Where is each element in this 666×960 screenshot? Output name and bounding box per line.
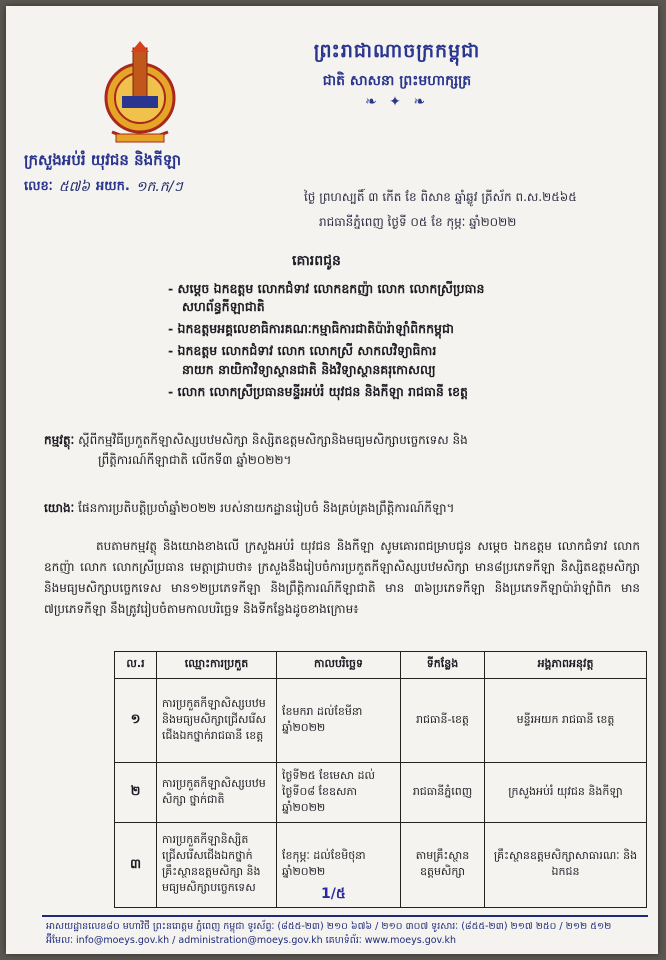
ref-number: ៥៧៦ [58, 179, 91, 195]
reference-text: ផែនការប្រតិបត្តិប្រចាំឆ្នាំ២០២២ របស់នាយកដ្ឋានរៀបចំ និងគ្រប់គ្រងព្រឹត្តិការណ៍កីឡា។ [78, 501, 455, 515]
kingdom-title: ព្រះរាជាណាចក្រកម្ពុជា [313, 40, 481, 62]
table-row: ១ ការប្រកួតកីឡាសិស្សបឋម និងមធ្យមសិក្សាជ្រើសរើសជើងឯកថ្នាក់រាជធានី ខេត្ត ខែមករា ដល់ខែមីនា ឆ្នាំ២០២២ រាជធានី-ខេត្ត មន្ទីរអយក រាជធានី ខេត្ត [115, 679, 647, 763]
recipient-item: - ឯកឧត្តមអគ្គលេខាធិការគណៈកម្មាធិការជាតិប៉ារ៉ាឡាំពិកកម្ពុជា [168, 321, 454, 337]
kingdom-motto: ជាតិ សាសនា ព្រះមហាក្សត្រ [322, 73, 472, 89]
reference-block [44, 500, 644, 518]
solar-date: រាជធានីភ្នំពេញ ថ្ងៃទី ០៥ ខែ កុម្ភៈ ឆ្នាំ២០២២ [319, 215, 517, 229]
recipient-item: - ឯកឧត្តម លោកជំទាវ លោក លោកស្រី សាកលវិទ្យាធិការ នាយក នាយិកាវិទ្យាស្ថានជាតិ និងវិទ្យាស្ថានគរុកោសល្យ [168, 343, 437, 377]
footer-contact [46, 920, 646, 948]
footer-email: អ៊ីមែលៈ info@moeys.gov.kh / administration@moeys.gov.kh គេហទំព័រៈ www.moeys.gov.kh [46, 934, 456, 946]
kingdom-header [242, 39, 552, 110]
body-paragraph: តបតាមកម្មវត្ថុ និងយោងខាងលើ ក្រសួងអប់រំ យុវជន និងកីឡា សូមគោរពជម្រាបជូន សម្តេច ឯកឧត្តម លោកជំទាវ លោកឧកញ៉ា លោក លោកស្រីប្រធាន មេត្តាជ្រាបថា៖ ក្រសួងនឹងរៀបចំការប្រកួតកីឡាសិស្សបឋមសិក្សា មាន៨ប្រភេទកីឡា និស្សិតឧត្តមសិក្សានិងមធ្យមសិក្សាបច្ចេកទេស មាន១២ប្រភេទកីឡា និងព្រឹត្តិការណ៍កីឡាជាតិ មាន ៣៦ប្រភេទកីឡា និងប្រភេទកីឡាប៉ារ៉ាឡាំពិក មាន ៧ប្រភេទកីឡា នឹងត្រូវរៀបចំតាមកាលបរិច្ឆេទ និងទីកន្លែងដូចខាងក្រោម៖ [44, 539, 640, 616]
footer-address: អាសយដ្ឋានលេខ៨០ មហាវិថី ព្រះនរោត្តម ភ្នំពេញ កម្ពុជា ទូរស័ព្ទៈ (៨៥៥-២៣) ២១០ ៦៧៦ / ២១០ ៣០៧ ទូរសារៈ (៨៥៥-២៣) ២១៧ ២៥០ / ២១២ ៥១២ [46, 921, 612, 932]
addressee-heading: គោរពជូន [292, 253, 341, 269]
ref-suffix: ១ក.ក/ៗ [135, 179, 183, 195]
ref-office: អយក. [96, 179, 130, 194]
subject-label: កម្មវត្ថុៈ [44, 433, 75, 447]
schedule-table [114, 651, 647, 908]
ministry-emblem-logo [102, 40, 178, 148]
col-header-organizer: អង្គភាពអនុវត្ត [485, 652, 647, 679]
col-header-location: ទីកន្លែង [401, 652, 485, 679]
table-row: ២ ការប្រកួតកីឡាសិស្សបឋមសិក្សា ថ្នាក់ជាតិ ថ្ងៃទី២៥ ខែមេសា ដល់ថ្ងៃទី០៨ ខែឧសភា ឆ្នាំ២០២២ រាជធានីភ្នំពេញ ក្រសួងអប់រំ យុវជន និងកីឡា [115, 763, 647, 823]
letter-page [6, 6, 658, 954]
header-ornament: ❧ ✦ ❧ [364, 94, 430, 110]
recipient-item: - លោក លោកស្រីប្រធានមន្ទីរអប់រំ យុវជន និងកីឡា រាជធានី ខេត្ត [168, 383, 468, 399]
subject-line1: ស្តីពីកម្មវិធីប្រកួតកីឡាសិស្សបឋមសិក្សា និស្សិតឧត្តមសិក្សានិងមធ្យមសិក្សាបច្ចេកទេស និង [78, 433, 468, 447]
page-number: 1/៥ [321, 886, 346, 902]
subject-block [44, 431, 644, 471]
reference-number [24, 177, 183, 198]
reference-label: យោងៈ [44, 501, 75, 515]
col-header-no: ល.រ [115, 652, 157, 679]
footer-divider [42, 915, 648, 917]
subject-line2: ព្រឹត្តិការណ៍កីឡាជាតិ លើកទី៣ ឆ្នាំ២០២២។ [98, 452, 292, 467]
recipient-list [168, 280, 648, 405]
table-row: ៣ ការប្រកួតកីឡានិស្សិតជ្រើសរើសជើងឯកថ្នាក់គ្រឹះស្ថានឧត្តមសិក្សា និងមធ្យមសិក្សាបច្ចេកទេស ខែកុម្ភៈ ដល់ខែមិថុនា ឆ្នាំ២០២២ តាមគ្រឹះស្ថានឧត្តមសិក្សា គ្រឹះស្ថានឧត្តមសិក្សាសាធារណៈ និងឯកជន [115, 823, 647, 908]
ministry-name: ក្រសួងអប់រំ យុវជន និងកីឡា [24, 151, 182, 169]
table-header-row [115, 652, 647, 679]
recipient-item: - សម្តេច ឯកឧត្តម លោកជំទាវ លោកឧកញ៉ា លោក លោកស្រីប្រធាន សហព័ន្ធកីឡាជាតិ [168, 281, 485, 315]
col-header-period: កាលបរិច្ឆេទ [277, 652, 401, 679]
lunar-date: ថ្ងៃ ព្រហស្បតិ៍ ៣ កើត ខែ ពិសាខ ឆ្នាំឆ្លូវ ត្រីស័ក ព.ស.២៥៦៥ [304, 190, 577, 204]
col-header-competition: ឈ្មោះការប្រកួត [157, 652, 277, 679]
ref-label: លេខៈ [24, 179, 53, 194]
